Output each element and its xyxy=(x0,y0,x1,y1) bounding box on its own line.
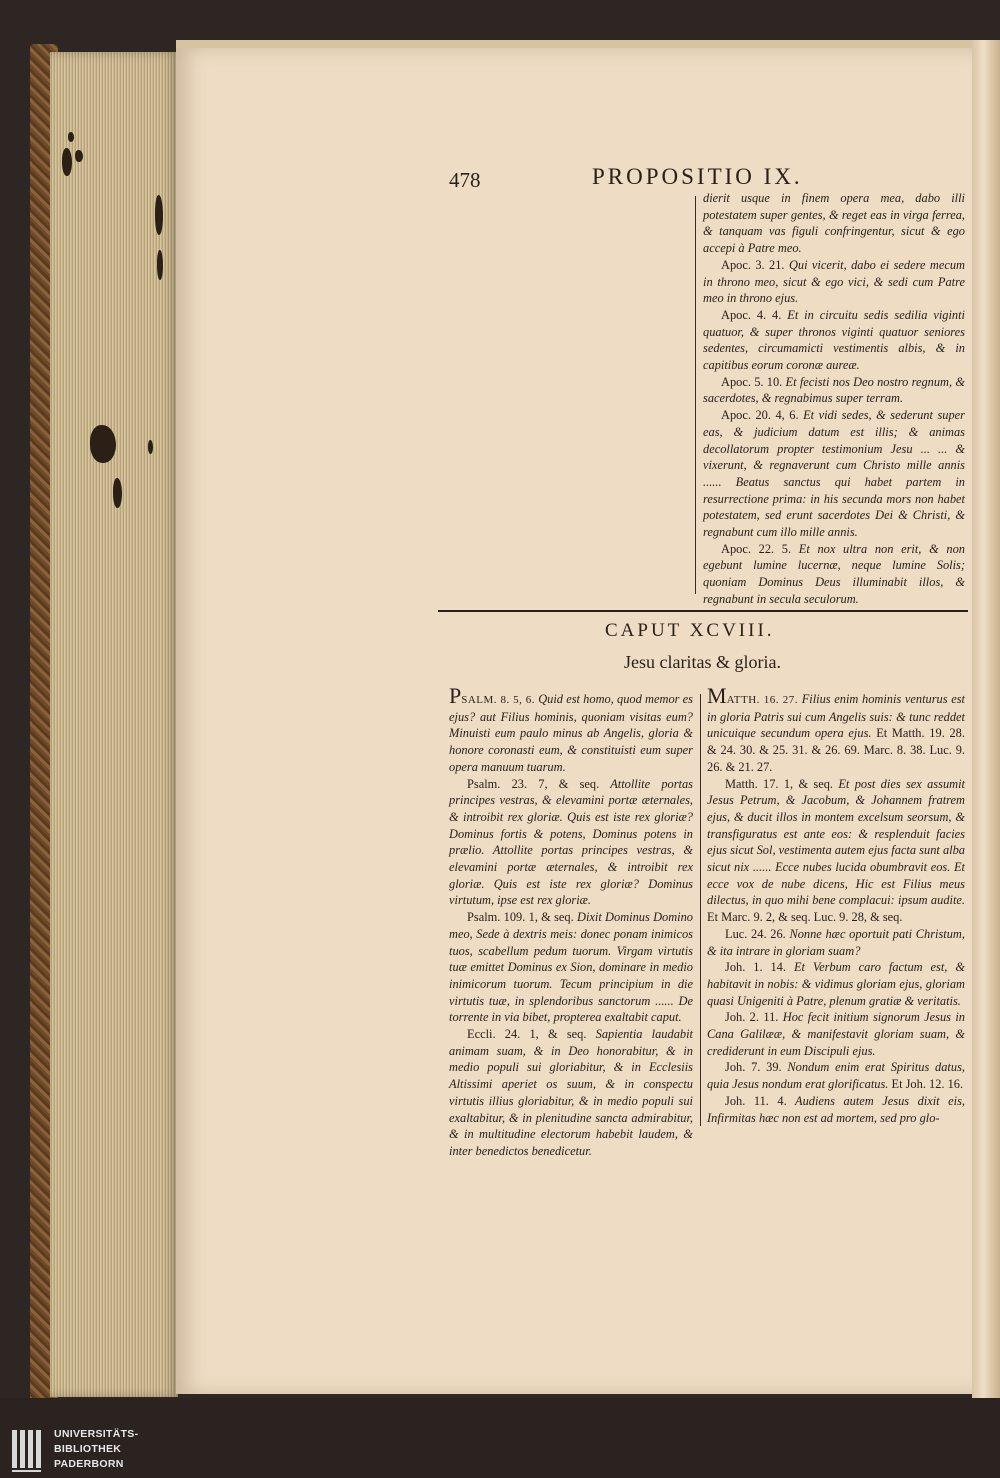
scripture-reference: Matth. 17. 1, & seq. xyxy=(725,776,834,791)
scripture-reference: Apoc. 3. 21. xyxy=(721,257,785,272)
library-logo xyxy=(10,1426,140,1474)
scripture-reference: Psalm. 109. 1, & seq. xyxy=(467,910,574,925)
scripture-paragraph xyxy=(703,307,965,374)
page-number: 478 xyxy=(449,168,481,192)
scripture-reference: Joh. 11. 4. xyxy=(725,1093,787,1108)
facing-page-edge xyxy=(972,40,1000,1400)
ink-stain xyxy=(157,250,163,280)
ink-stain xyxy=(68,132,74,142)
scripture-paragraph xyxy=(703,190,965,257)
logo-line-3: PADERBORN xyxy=(54,1458,124,1470)
scripture-text: Filius enim hominis venturus est in gloria Patris sui cum Angelis suis: & tunc reddet unicuique secundum opera ejus. xyxy=(707,692,965,741)
ink-stain xyxy=(90,425,116,463)
scripture-reference: Psalm. 23. 7, & seq. xyxy=(467,776,600,791)
scripture-text: Et Verbum caro factum est, & habitavit in nobis: & vidimus gloriam ejus, gloriam quasi Unigeniti à Patre, plenum gratiæ & veritatis. xyxy=(707,960,965,1008)
scripture-paragraph xyxy=(707,1009,965,1059)
scripture-paragraph xyxy=(707,776,965,926)
scripture-paragraph xyxy=(449,683,694,776)
scripture-paragraph xyxy=(707,1093,965,1126)
section-rule xyxy=(438,610,968,612)
scripture-reference: Apoc. 20. 4, 6. xyxy=(721,408,799,423)
scripture-reference: Apoc. 4. 4. xyxy=(721,307,782,322)
scripture-text: Hoc fecit initium signorum Jesus in Cana Galilææ, & manifestavit gloriam suam, & crediderunt in eum Discipuli ejus. xyxy=(707,1010,966,1058)
scripture-reference: Luc. 24. 26. xyxy=(725,926,786,941)
left-column xyxy=(449,683,694,1160)
scripture-reference: ATTH. 16. 27. xyxy=(726,694,799,706)
drop-cap: P xyxy=(449,683,462,708)
cross-references: Et Joh. 12. 16. xyxy=(891,1077,964,1092)
upper-right-column xyxy=(703,190,965,608)
right-column xyxy=(707,683,966,1126)
scripture-reference: Apoc. 5. 10. xyxy=(721,374,783,389)
drop-cap: M xyxy=(707,683,727,708)
scripture-paragraph xyxy=(707,1059,965,1092)
scripture-text: Quid est homo, quod memor es ejus? aut Filius hominis, quoniam visitas eum? Minuisti eum paulo minus ab Angelis, gloria & honore coronasti eum, & constituisti eum super opera manuum tuarum. xyxy=(449,692,694,774)
column-rule xyxy=(695,196,696,594)
scripture-text: Et vidi sedes, & sederunt super eas, & judicium datum est illis; & animas decollatorum propter testimonium Jesu ... ... & vixerunt, & regnaverunt cum Christo mille annis ...... Beatus sanctus qui habet partem in resurrectione prima: in his secunda mors non habet potestatem, sed erunt sacerdotes Dei & Christi, & regnabunt cum illo mille annis. xyxy=(703,408,965,540)
scripture-text: Attollite portas principes vestras, & elevamini portæ æternales, & introibit rex gloriæ. Quis est iste rex gloriæ? Dominus fortis & potens, Dominus potens in prælio. Attollite portas principes vestras, & elevamini portæ æternales, & introibit rex gloriæ. Quis est iste rex gloriæ? Dominus virtutum, ipse est rex gloriæ. xyxy=(449,776,693,908)
scripture-text: Et nox ultra non erit, & non egebunt lumine lucernæ, neque lumine Solis; quoniam Dominus Deus illuminabit illos, & regnabunt in secula seculorum. xyxy=(703,541,965,606)
scripture-paragraph xyxy=(449,909,693,1026)
scripture-reference: Apoc. 22. 5. xyxy=(721,541,792,556)
scripture-paragraph xyxy=(703,541,965,608)
scripture-paragraph xyxy=(703,374,965,407)
cross-references: Et Marc. 9. 2, & seq. Luc. 9. 28, & seq. xyxy=(707,910,903,925)
scripture-reference: SALM. 8. 5, 6. xyxy=(461,694,535,706)
scripture-text: Audiens autem Jesus dixit eis, Infirmitas hæc non est ad mortem, sed pro glo- xyxy=(707,1093,966,1125)
scripture-paragraph xyxy=(707,959,965,1009)
scripture-paragraph xyxy=(703,257,965,307)
ink-stain xyxy=(148,440,153,454)
scripture-paragraph xyxy=(703,407,965,541)
scripture-text: Qui vicerit, dabo ei sedere mecum in throno meo, sicut & ego vici, & sedi cum Patre meo in throno ejus. xyxy=(703,257,965,306)
scripture-text: Nondum enim erat Spiritus datus, quia Jesus nondum erat glorificatus. xyxy=(707,1060,965,1092)
ink-stain xyxy=(75,150,83,162)
scripture-paragraph xyxy=(449,1026,693,1160)
logo-line-2: BIBLIOTHEK xyxy=(54,1443,122,1455)
scripture-reference: Eccli. 24. 1, & seq. xyxy=(467,1027,587,1042)
scripture-text: Nonne hæc oportuit pati Christum, & ita intrare in gloriam suam? xyxy=(707,926,965,958)
chapter-subtitle: Jesu claritas & gloria. xyxy=(624,652,781,672)
scripture-reference: Joh. 2. 11. xyxy=(725,1010,779,1025)
ink-stain xyxy=(113,478,122,508)
scripture-text: Dixit Dominus Domino meo, Sede à dextris meis: donec ponam inimicos tuos, scabellum pedum tuorum. Virgam virtutis tuæ emittet Dominus ex Sion, dominare in medio inimicorum tuorum. Tecum principium in die virtutis tuæ, in splendoribus sanctorum ...... De torrente in via bibet, propterea exaltabit caput. xyxy=(449,910,693,1025)
scripture-reference: Joh. 7. 39. xyxy=(725,1060,782,1075)
scripture-text: dierit usque in finem opera mea, dabo illi potestatem super gentes, & reget eas in virga ferrea, & tanquam vas figuli confringentur, sicut & ego accepi à Patre meo. xyxy=(703,191,965,256)
scripture-text: Et in circuitu sedis sedilia viginti quatuor, & super thronos viginti quatuor seniores sedentes, circumamicti vestimentis albis, & in capitibus eorum coronæ aureæ. xyxy=(703,307,965,373)
scripture-text: Et fecisti nos Deo nostro regnum, & sacerdotes, & regnabimus super terram. xyxy=(703,374,965,406)
ink-stain xyxy=(62,148,72,176)
scan-background xyxy=(0,1398,1000,1478)
scripture-paragraph xyxy=(707,683,965,776)
scripture-paragraph xyxy=(707,926,965,959)
scripture-paragraph xyxy=(449,776,693,910)
scripture-text: Et post dies sex assumit Jesus Petrum, & Jacobum, & Johannem fratrem ejus, & ducit illos in montem excelsum seorsum, & transfiguratus est ante eos: & resplenduit facies ejus sicut Sol, vestimenta autem ejus facta sunt alba sicut nix ...... Ecce nubes lucida obumbravit eos. Et ecce vox de nube dicens, Hic est Filius meus dilectus, in quo mihi bene complacui: ipsum audite. xyxy=(707,776,965,908)
running-head: PROPOSITIO IX. xyxy=(592,164,803,189)
chapter-title: CAPUT XCVIII. xyxy=(605,620,775,641)
logo-line-1: UNIVERSITÄTS- xyxy=(54,1428,139,1440)
column-rule xyxy=(700,694,701,1126)
scripture-text: Sapientia laudabit animam suam, & in Deo honorabitur, & in medio populi sui gloriabitur, & in Ecclesiis Altissimi aperiet os suum, & in conspectu virtutis illius gloriabitur, & in medio populi sui exaltabitur, & in plenitudine sancta admirabitur, & in multitudine electorum habebit laudem, & inter benedictos benedicetur. xyxy=(449,1027,693,1158)
scripture-reference: Joh. 1. 14. xyxy=(725,960,786,975)
ink-stain xyxy=(155,195,163,235)
library-logo-icon xyxy=(10,1426,46,1472)
cross-references: Et Matth. 19. 28. & 24. 30. & 25. 31. & 26. 69. Marc. 8. 38. Luc. 9. 26. & 21. 27. xyxy=(707,726,965,774)
